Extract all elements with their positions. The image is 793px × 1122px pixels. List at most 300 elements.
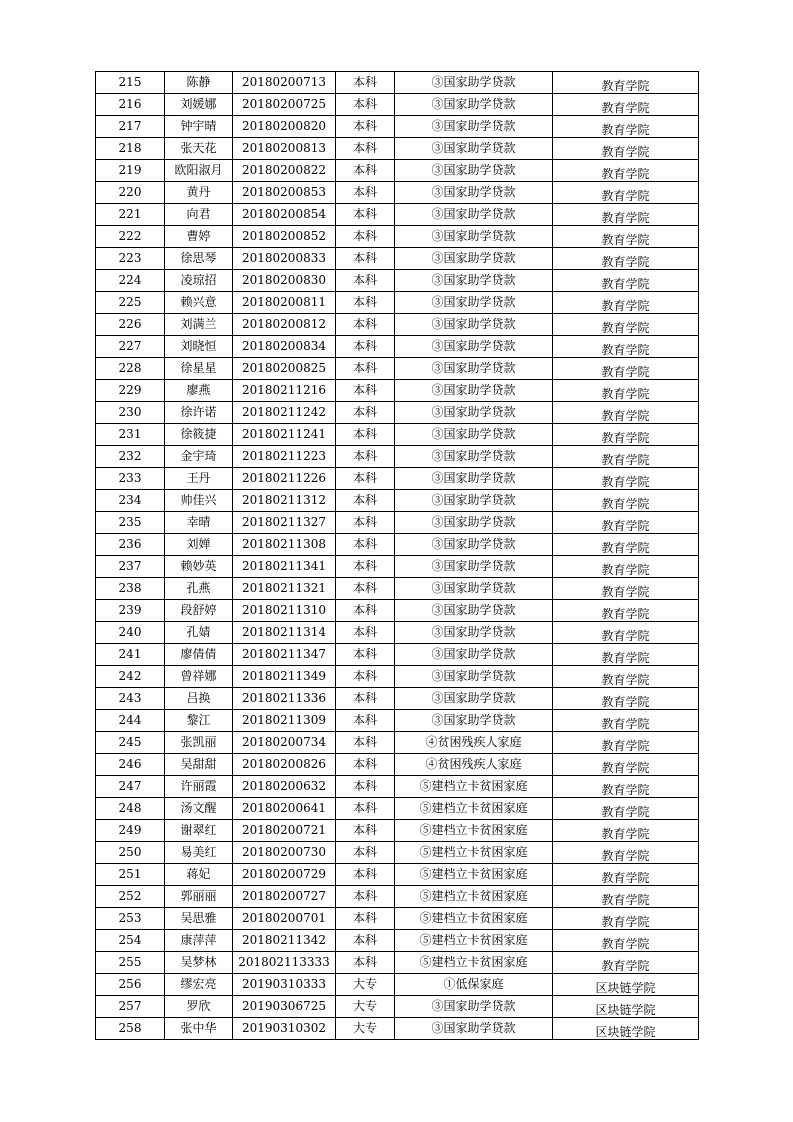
student-id-cell: 20180211327 — [233, 512, 336, 534]
row-number-cell: 215 — [96, 72, 165, 94]
student-name-cell: 张凯丽 — [165, 732, 233, 754]
student-name-cell: 凌琼招 — [165, 270, 233, 292]
table-row — [96, 930, 699, 952]
college-text: 教育学院 — [601, 607, 650, 621]
student-id-cell: 20180200854 — [233, 204, 336, 226]
education-level-cell: 本科 — [336, 908, 395, 930]
aid-category-cell: ③国家助学贷款 — [395, 314, 553, 336]
aid-category-cell: ③国家助学贷款 — [395, 688, 553, 710]
student-name-cell: 吴梦林 — [165, 952, 233, 974]
student-id-cell: 20180200833 — [233, 248, 336, 270]
college-cell — [553, 798, 699, 820]
aid-category-cell: ③国家助学贷款 — [395, 622, 553, 644]
aid-category-cell: ③国家助学贷款 — [395, 160, 553, 182]
college-text: 教育学院 — [601, 233, 650, 247]
college-text: 教育学院 — [601, 739, 650, 753]
college-text: 教育学院 — [601, 673, 650, 687]
aid-category-cell: ③国家助学贷款 — [395, 138, 553, 160]
student-id-cell: 20180211347 — [233, 644, 336, 666]
education-level-cell: 本科 — [336, 512, 395, 534]
student-name-cell: 欧阳淑月 — [165, 160, 233, 182]
row-number-cell: 250 — [96, 842, 165, 864]
education-level-cell: 本科 — [336, 226, 395, 248]
college-text: 教育学院 — [601, 915, 650, 929]
education-level-cell: 本科 — [336, 270, 395, 292]
table-row — [96, 974, 699, 996]
row-number-cell: 239 — [96, 600, 165, 622]
aid-category-cell: ③国家助学贷款 — [395, 270, 553, 292]
table-row — [96, 886, 699, 908]
row-number-cell: 254 — [96, 930, 165, 952]
student-id-cell: 20180211310 — [233, 600, 336, 622]
row-number-cell: 229 — [96, 380, 165, 402]
student-id-cell: 20180200812 — [233, 314, 336, 336]
college-text: 教育学院 — [601, 849, 650, 863]
table-row — [96, 204, 699, 226]
table-row — [96, 776, 699, 798]
aid-category-cell: ③国家助学贷款 — [395, 402, 553, 424]
table-row — [96, 600, 699, 622]
college-cell — [553, 622, 699, 644]
student-name-cell: 孔燕 — [165, 578, 233, 600]
college-cell — [553, 754, 699, 776]
student-name-cell: 汤文醒 — [165, 798, 233, 820]
student-id-cell: 20180211342 — [233, 930, 336, 952]
table-row — [96, 380, 699, 402]
student-name-cell: 廖倩倩 — [165, 644, 233, 666]
education-level-cell: 本科 — [336, 292, 395, 314]
student-id-cell: 201802113333 — [233, 952, 336, 974]
student-id-cell: 20180200641 — [233, 798, 336, 820]
education-level-cell: 本科 — [336, 666, 395, 688]
row-number-cell: 219 — [96, 160, 165, 182]
education-level-cell: 本科 — [336, 600, 395, 622]
aid-category-cell: ④贫困残疾人家庭 — [395, 754, 553, 776]
aid-category-cell: ③国家助学贷款 — [395, 512, 553, 534]
table-row — [96, 160, 699, 182]
student-name-cell: 缪宏亮 — [165, 974, 233, 996]
student-name-cell: 康萍萍 — [165, 930, 233, 952]
row-number-cell: 249 — [96, 820, 165, 842]
education-level-cell: 本科 — [336, 468, 395, 490]
aid-category-cell: ③国家助学贷款 — [395, 468, 553, 490]
college-cell — [553, 820, 699, 842]
college-text: 教育学院 — [601, 651, 650, 665]
table-row — [96, 94, 699, 116]
student-name-cell: 蒋妃 — [165, 864, 233, 886]
aid-category-cell: ③国家助学贷款 — [395, 292, 553, 314]
college-cell — [553, 886, 699, 908]
student-id-cell: 20180211314 — [233, 622, 336, 644]
college-cell — [553, 1018, 699, 1040]
education-level-cell: 本科 — [336, 160, 395, 182]
row-number-cell: 224 — [96, 270, 165, 292]
aid-category-cell: ⑤建档立卡贫困家庭 — [395, 930, 553, 952]
student-id-cell: 20180200701 — [233, 908, 336, 930]
college-cell — [553, 358, 699, 380]
student-name-cell: 黎江 — [165, 710, 233, 732]
college-text: 教育学院 — [601, 959, 650, 973]
row-number-cell: 231 — [96, 424, 165, 446]
education-level-cell: 本科 — [336, 842, 395, 864]
student-id-cell: 20180200730 — [233, 842, 336, 864]
table-row — [96, 996, 699, 1018]
college-cell — [553, 446, 699, 468]
table-row — [96, 622, 699, 644]
education-level-cell: 本科 — [336, 952, 395, 974]
college-cell — [553, 952, 699, 974]
table-row — [96, 116, 699, 138]
education-level-cell: 本科 — [336, 710, 395, 732]
college-cell — [553, 930, 699, 952]
student-name-cell: 刘晓恒 — [165, 336, 233, 358]
student-name-cell: 郭丽丽 — [165, 886, 233, 908]
college-cell — [553, 336, 699, 358]
student-id-cell: 20180200834 — [233, 336, 336, 358]
college-cell — [553, 182, 699, 204]
aid-category-cell: ③国家助学贷款 — [395, 336, 553, 358]
student-id-cell: 20180200825 — [233, 358, 336, 380]
row-number-cell: 223 — [96, 248, 165, 270]
row-number-cell: 251 — [96, 864, 165, 886]
aid-category-cell: ⑤建档立卡贫困家庭 — [395, 842, 553, 864]
row-number-cell: 236 — [96, 534, 165, 556]
college-cell — [553, 842, 699, 864]
table-row — [96, 138, 699, 160]
student-name-cell: 徐许诺 — [165, 402, 233, 424]
student-name-cell: 幸晴 — [165, 512, 233, 534]
aid-category-cell: ③国家助学贷款 — [395, 248, 553, 270]
row-number-cell: 255 — [96, 952, 165, 974]
education-level-cell: 本科 — [336, 248, 395, 270]
college-text: 教育学院 — [601, 189, 650, 203]
college-cell — [553, 776, 699, 798]
education-level-cell: 本科 — [336, 732, 395, 754]
college-text: 教育学院 — [601, 453, 650, 467]
row-number-cell: 246 — [96, 754, 165, 776]
student-name-cell: 廖燕 — [165, 380, 233, 402]
row-number-cell: 232 — [96, 446, 165, 468]
student-id-cell: 20180200729 — [233, 864, 336, 886]
college-text: 教育学院 — [601, 409, 650, 423]
education-level-cell: 本科 — [336, 578, 395, 600]
education-level-cell: 本科 — [336, 754, 395, 776]
student-id-cell: 20180200734 — [233, 732, 336, 754]
table-row — [96, 710, 699, 732]
education-level-cell: 本科 — [336, 688, 395, 710]
college-text: 教育学院 — [601, 893, 650, 907]
college-cell — [553, 72, 699, 94]
student-id-cell: 20180200820 — [233, 116, 336, 138]
row-number-cell: 230 — [96, 402, 165, 424]
table-row — [96, 292, 699, 314]
college-text: 教育学院 — [601, 79, 650, 93]
student-name-cell: 徐筱捷 — [165, 424, 233, 446]
college-text: 教育学院 — [601, 563, 650, 577]
student-name-cell: 张天花 — [165, 138, 233, 160]
table-body — [96, 72, 699, 1040]
student-id-cell: 20180200721 — [233, 820, 336, 842]
aid-category-cell: ①低保家庭 — [395, 974, 553, 996]
aid-category-cell: ③国家助学贷款 — [395, 380, 553, 402]
row-number-cell: 228 — [96, 358, 165, 380]
row-number-cell: 241 — [96, 644, 165, 666]
student-id-cell: 20180200813 — [233, 138, 336, 160]
student-name-cell: 罗欣 — [165, 996, 233, 1018]
education-level-cell: 本科 — [336, 886, 395, 908]
aid-category-cell: ③国家助学贷款 — [395, 226, 553, 248]
education-level-cell: 本科 — [336, 94, 395, 116]
student-name-cell: 钟宇晴 — [165, 116, 233, 138]
table-row — [96, 468, 699, 490]
student-id-cell: 20180211349 — [233, 666, 336, 688]
college-cell — [553, 600, 699, 622]
student-id-cell: 20190310302 — [233, 1018, 336, 1040]
education-level-cell: 本科 — [336, 798, 395, 820]
student-name-cell: 吴甜甜 — [165, 754, 233, 776]
college-text: 教育学院 — [601, 431, 650, 445]
college-text: 教育学院 — [601, 871, 650, 885]
student-name-cell: 刘满兰 — [165, 314, 233, 336]
college-text: 教育学院 — [601, 783, 650, 797]
education-level-cell: 本科 — [336, 864, 395, 886]
row-number-cell: 227 — [96, 336, 165, 358]
table-row — [96, 666, 699, 688]
row-number-cell: 238 — [96, 578, 165, 600]
education-level-cell: 本科 — [336, 424, 395, 446]
aid-category-cell: ③国家助学贷款 — [395, 556, 553, 578]
college-cell — [553, 556, 699, 578]
student-id-cell: 20180200811 — [233, 292, 336, 314]
student-id-cell: 20180211312 — [233, 490, 336, 512]
student-id-cell: 20180200822 — [233, 160, 336, 182]
student-id-cell: 20180200632 — [233, 776, 336, 798]
student-id-cell: 20180211341 — [233, 556, 336, 578]
college-text: 教育学院 — [601, 255, 650, 269]
college-cell — [553, 666, 699, 688]
student-name-cell: 谢翠红 — [165, 820, 233, 842]
row-number-cell: 253 — [96, 908, 165, 930]
row-number-cell: 234 — [96, 490, 165, 512]
college-text: 教育学院 — [601, 497, 650, 511]
student-name-cell: 帅佳兴 — [165, 490, 233, 512]
college-text: 教育学院 — [601, 277, 650, 291]
table-row — [96, 1018, 699, 1040]
aid-category-cell: ③国家助学贷款 — [395, 490, 553, 512]
college-text: 教育学院 — [601, 585, 650, 599]
student-id-cell: 20180200727 — [233, 886, 336, 908]
table-row — [96, 578, 699, 600]
aid-category-cell: ⑤建档立卡贫困家庭 — [395, 776, 553, 798]
student-id-cell: 20180200853 — [233, 182, 336, 204]
aid-category-cell: ③国家助学贷款 — [395, 72, 553, 94]
education-level-cell: 本科 — [336, 380, 395, 402]
aid-category-cell: ③国家助学贷款 — [395, 578, 553, 600]
education-level-cell: 大专 — [336, 1018, 395, 1040]
college-cell — [553, 490, 699, 512]
college-text: 教育学院 — [601, 145, 650, 159]
aid-category-cell: ⑤建档立卡贫困家庭 — [395, 864, 553, 886]
college-cell — [553, 974, 699, 996]
college-cell — [553, 578, 699, 600]
table-row — [96, 556, 699, 578]
aid-category-cell: ③国家助学贷款 — [395, 710, 553, 732]
college-text: 教育学院 — [601, 695, 650, 709]
student-id-cell: 20180200725 — [233, 94, 336, 116]
aid-category-cell: ③国家助学贷款 — [395, 94, 553, 116]
row-number-cell: 220 — [96, 182, 165, 204]
table-row — [96, 490, 699, 512]
college-text: 教育学院 — [601, 123, 650, 137]
college-cell — [553, 710, 699, 732]
student-id-cell: 20180211321 — [233, 578, 336, 600]
table-row — [96, 644, 699, 666]
college-cell — [553, 314, 699, 336]
table-row — [96, 314, 699, 336]
student-name-cell: 易美红 — [165, 842, 233, 864]
table-row — [96, 820, 699, 842]
student-name-cell: 徐思琴 — [165, 248, 233, 270]
college-cell — [553, 864, 699, 886]
row-number-cell: 235 — [96, 512, 165, 534]
row-number-cell: 218 — [96, 138, 165, 160]
college-text: 教育学院 — [601, 937, 650, 951]
education-level-cell: 大专 — [336, 974, 395, 996]
student-id-cell: 20180200852 — [233, 226, 336, 248]
student-name-cell: 张中华 — [165, 1018, 233, 1040]
education-level-cell: 本科 — [336, 644, 395, 666]
aid-category-cell: ③国家助学贷款 — [395, 116, 553, 138]
table-row — [96, 72, 699, 94]
student-aid-table — [95, 71, 699, 1040]
student-id-cell: 20190306725 — [233, 996, 336, 1018]
college-text: 教育学院 — [601, 211, 650, 225]
row-number-cell: 243 — [96, 688, 165, 710]
college-text: 区块链学院 — [595, 1003, 656, 1017]
aid-category-cell: ④贫困残疾人家庭 — [395, 732, 553, 754]
college-cell — [553, 204, 699, 226]
table-row — [96, 798, 699, 820]
row-number-cell: 221 — [96, 204, 165, 226]
student-id-cell: 20180200826 — [233, 754, 336, 776]
aid-category-cell: ⑤建档立卡贫困家庭 — [395, 820, 553, 842]
education-level-cell: 本科 — [336, 204, 395, 226]
education-level-cell: 本科 — [336, 336, 395, 358]
college-cell — [553, 688, 699, 710]
college-text: 教育学院 — [601, 475, 650, 489]
student-name-cell: 曾祥娜 — [165, 666, 233, 688]
aid-category-cell: ③国家助学贷款 — [395, 446, 553, 468]
college-cell — [553, 292, 699, 314]
student-name-cell: 向君 — [165, 204, 233, 226]
student-id-cell: 20180211241 — [233, 424, 336, 446]
aid-category-cell: ⑤建档立卡贫困家庭 — [395, 952, 553, 974]
student-name-cell: 孔婧 — [165, 622, 233, 644]
college-text: 教育学院 — [601, 827, 650, 841]
row-number-cell: 257 — [96, 996, 165, 1018]
college-cell — [553, 512, 699, 534]
education-level-cell: 本科 — [336, 446, 395, 468]
education-level-cell: 本科 — [336, 314, 395, 336]
aid-category-cell: ③国家助学贷款 — [395, 1018, 553, 1040]
education-level-cell: 本科 — [336, 490, 395, 512]
row-number-cell: 252 — [96, 886, 165, 908]
aid-category-cell: ③国家助学贷款 — [395, 644, 553, 666]
aid-category-cell: ⑤建档立卡贫困家庭 — [395, 908, 553, 930]
table-row — [96, 424, 699, 446]
college-cell — [553, 996, 699, 1018]
college-text: 教育学院 — [601, 761, 650, 775]
college-text: 教育学院 — [601, 167, 650, 181]
college-text: 教育学院 — [601, 365, 650, 379]
student-name-cell: 陈静 — [165, 72, 233, 94]
college-text: 教育学院 — [601, 299, 650, 313]
student-id-cell: 20180211336 — [233, 688, 336, 710]
table-row — [96, 842, 699, 864]
row-number-cell: 244 — [96, 710, 165, 732]
education-level-cell: 本科 — [336, 402, 395, 424]
education-level-cell: 本科 — [336, 776, 395, 798]
aid-category-cell: ③国家助学贷款 — [395, 996, 553, 1018]
table-row — [96, 270, 699, 292]
student-name-cell: 许丽霞 — [165, 776, 233, 798]
table-row — [96, 226, 699, 248]
education-level-cell: 本科 — [336, 358, 395, 380]
college-text: 区块链学院 — [595, 1025, 656, 1039]
student-id-cell: 20190310333 — [233, 974, 336, 996]
row-number-cell: 256 — [96, 974, 165, 996]
college-cell — [553, 644, 699, 666]
college-cell — [553, 160, 699, 182]
student-name-cell: 王丹 — [165, 468, 233, 490]
aid-category-cell: ③国家助学贷款 — [395, 204, 553, 226]
aid-category-cell: ③国家助学贷款 — [395, 534, 553, 556]
college-cell — [553, 732, 699, 754]
college-cell — [553, 908, 699, 930]
aid-category-cell: ③国家助学贷款 — [395, 358, 553, 380]
college-cell — [553, 380, 699, 402]
row-number-cell: 216 — [96, 94, 165, 116]
education-level-cell: 本科 — [336, 138, 395, 160]
row-number-cell: 233 — [96, 468, 165, 490]
education-level-cell: 本科 — [336, 622, 395, 644]
row-number-cell: 222 — [96, 226, 165, 248]
student-id-cell: 20180211216 — [233, 380, 336, 402]
college-cell — [553, 270, 699, 292]
college-text: 教育学院 — [601, 387, 650, 401]
college-cell — [553, 424, 699, 446]
table-row — [96, 512, 699, 534]
college-cell — [553, 116, 699, 138]
table-row — [96, 446, 699, 468]
education-level-cell: 本科 — [336, 534, 395, 556]
education-level-cell: 本科 — [336, 116, 395, 138]
college-text: 教育学院 — [601, 519, 650, 533]
aid-category-cell: ③国家助学贷款 — [395, 182, 553, 204]
student-name-cell: 吴思雅 — [165, 908, 233, 930]
student-id-cell: 20180211309 — [233, 710, 336, 732]
student-name-cell: 黄丹 — [165, 182, 233, 204]
college-cell — [553, 468, 699, 490]
college-cell — [553, 94, 699, 116]
table-row — [96, 248, 699, 270]
education-level-cell: 本科 — [336, 72, 395, 94]
college-cell — [553, 138, 699, 160]
student-name-cell: 赖妙英 — [165, 556, 233, 578]
row-number-cell: 258 — [96, 1018, 165, 1040]
college-cell — [553, 402, 699, 424]
student-id-cell: 20180200830 — [233, 270, 336, 292]
